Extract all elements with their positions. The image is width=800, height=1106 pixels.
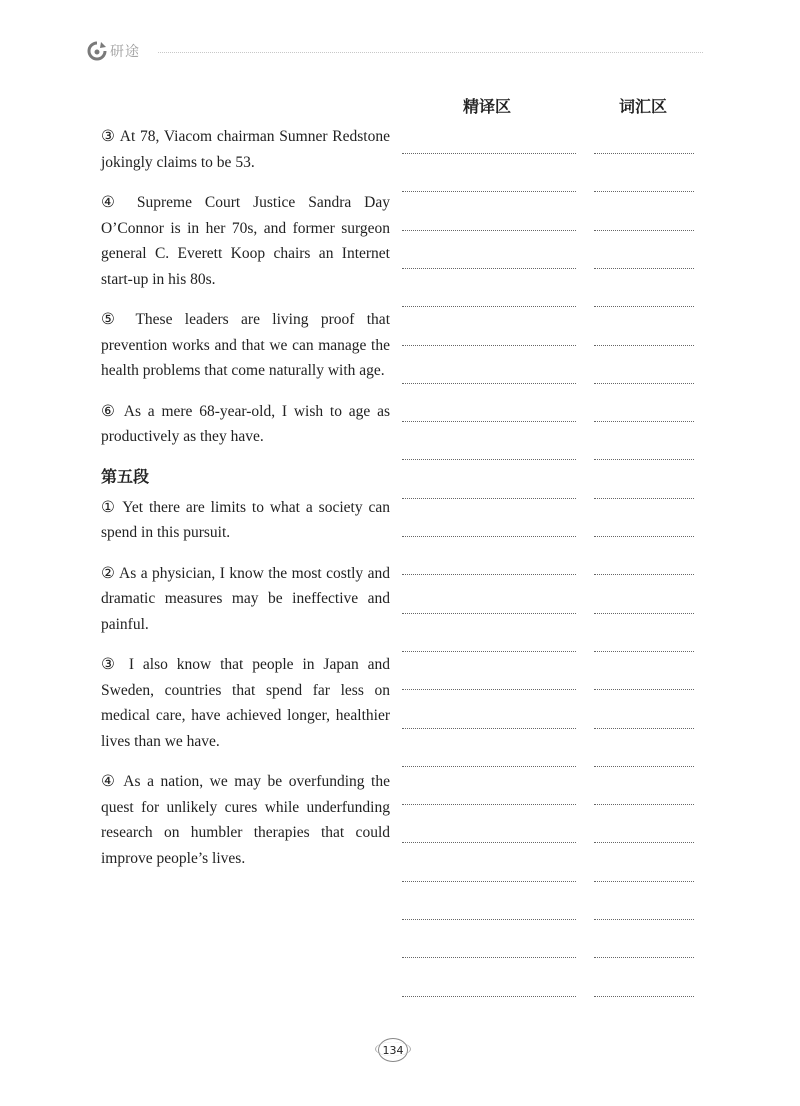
page-number: 134 xyxy=(378,1038,408,1062)
translation-writing-line xyxy=(402,306,576,307)
translation-writing-line xyxy=(402,842,576,843)
circular-arrow-logo-icon xyxy=(87,41,107,61)
translation-writing-line xyxy=(402,498,576,499)
vocabulary-writing-line xyxy=(594,651,694,652)
vocabulary-writing-line xyxy=(594,230,694,231)
translation-writing-line xyxy=(402,574,576,575)
vocabulary-writing-line xyxy=(594,268,694,269)
vocabulary-writing-line xyxy=(594,957,694,958)
sentence-paragraph: ③ I also know that people in Japan and Sweden, countries that spend far less on medical care, have achieved longer, healthier lives than we have. xyxy=(101,656,390,750)
translation-writing-line xyxy=(402,345,576,346)
translation-writing-line xyxy=(402,613,576,614)
translation-writing-line xyxy=(402,651,576,652)
translation-column-heading: 精译区 xyxy=(463,97,512,116)
sentence-paragraph: ④ As a nation, we may be overfunding the quest for unlikely cures while underfunding research on humbler therapies that could improve people’s lives. xyxy=(101,773,390,867)
vocabulary-writing-line xyxy=(594,498,694,499)
section-heading: 第五段 xyxy=(101,466,150,486)
translation-writing-line xyxy=(402,728,576,729)
vocabulary-writing-line xyxy=(594,842,694,843)
translation-writing-line xyxy=(402,996,576,997)
sentence-paragraph: ④ Supreme Court Justice Sandra Day O’Connor is in her 70s, and former surgeon general C. Everett Koop chairs an Internet start-up in his 80s. xyxy=(101,194,390,288)
translation-writing-line xyxy=(402,421,576,422)
sentence-paragraph: ① Yet there are limits to what a society can spend in this pursuit. xyxy=(101,498,390,541)
translation-writing-line xyxy=(402,536,576,537)
sentence-paragraph: ⑤ These leaders are living proof that prevention works and that we can manage the health problems that come naturally with age. xyxy=(101,311,390,379)
vocabulary-writing-line xyxy=(594,881,694,882)
sentence-paragraph: ② As a physician, I know the most costly and dramatic measures may be ineffective and painful. xyxy=(101,564,390,633)
sentence-paragraph: ③ At 78, Viacom chairman Sumner Redstone jokingly claims to be 53. xyxy=(101,128,390,171)
vocabulary-writing-line xyxy=(594,536,694,537)
translation-writing-line xyxy=(402,804,576,805)
vocabulary-writing-line xyxy=(594,689,694,690)
vocabulary-writing-line xyxy=(594,804,694,805)
vocabulary-writing-line xyxy=(594,421,694,422)
vocabulary-writing-line xyxy=(594,613,694,614)
translation-writing-line xyxy=(402,230,576,231)
translation-writing-line xyxy=(402,766,576,767)
translation-writing-line xyxy=(402,919,576,920)
translation-writing-line xyxy=(402,191,576,192)
header-divider xyxy=(158,52,703,53)
translation-writing-line xyxy=(402,383,576,384)
translation-writing-line xyxy=(402,153,576,154)
vocabulary-writing-line xyxy=(594,383,694,384)
translation-writing-line xyxy=(402,268,576,269)
translation-writing-line xyxy=(402,689,576,690)
vocabulary-writing-line xyxy=(594,191,694,192)
vocabulary-writing-line xyxy=(594,306,694,307)
vocabulary-writing-line xyxy=(594,996,694,997)
logo-text: 研途 xyxy=(110,44,140,60)
vocabulary-writing-line xyxy=(594,919,694,920)
header-logo xyxy=(87,41,140,61)
vocabulary-writing-line xyxy=(594,574,694,575)
vocabulary-writing-line xyxy=(594,459,694,460)
vocabulary-column-heading: 词汇区 xyxy=(619,97,668,116)
translation-writing-line xyxy=(402,957,576,958)
vocabulary-writing-line xyxy=(594,345,694,346)
vocabulary-writing-line xyxy=(594,153,694,154)
vocabulary-writing-line xyxy=(594,766,694,767)
translation-writing-line xyxy=(402,881,576,882)
vocabulary-writing-line xyxy=(594,728,694,729)
sentence-list xyxy=(101,124,390,886)
translation-writing-line xyxy=(402,459,576,460)
sentence-paragraph: ⑥ As a mere 68-year-old, I wish to age as productively as they have. xyxy=(101,402,390,445)
